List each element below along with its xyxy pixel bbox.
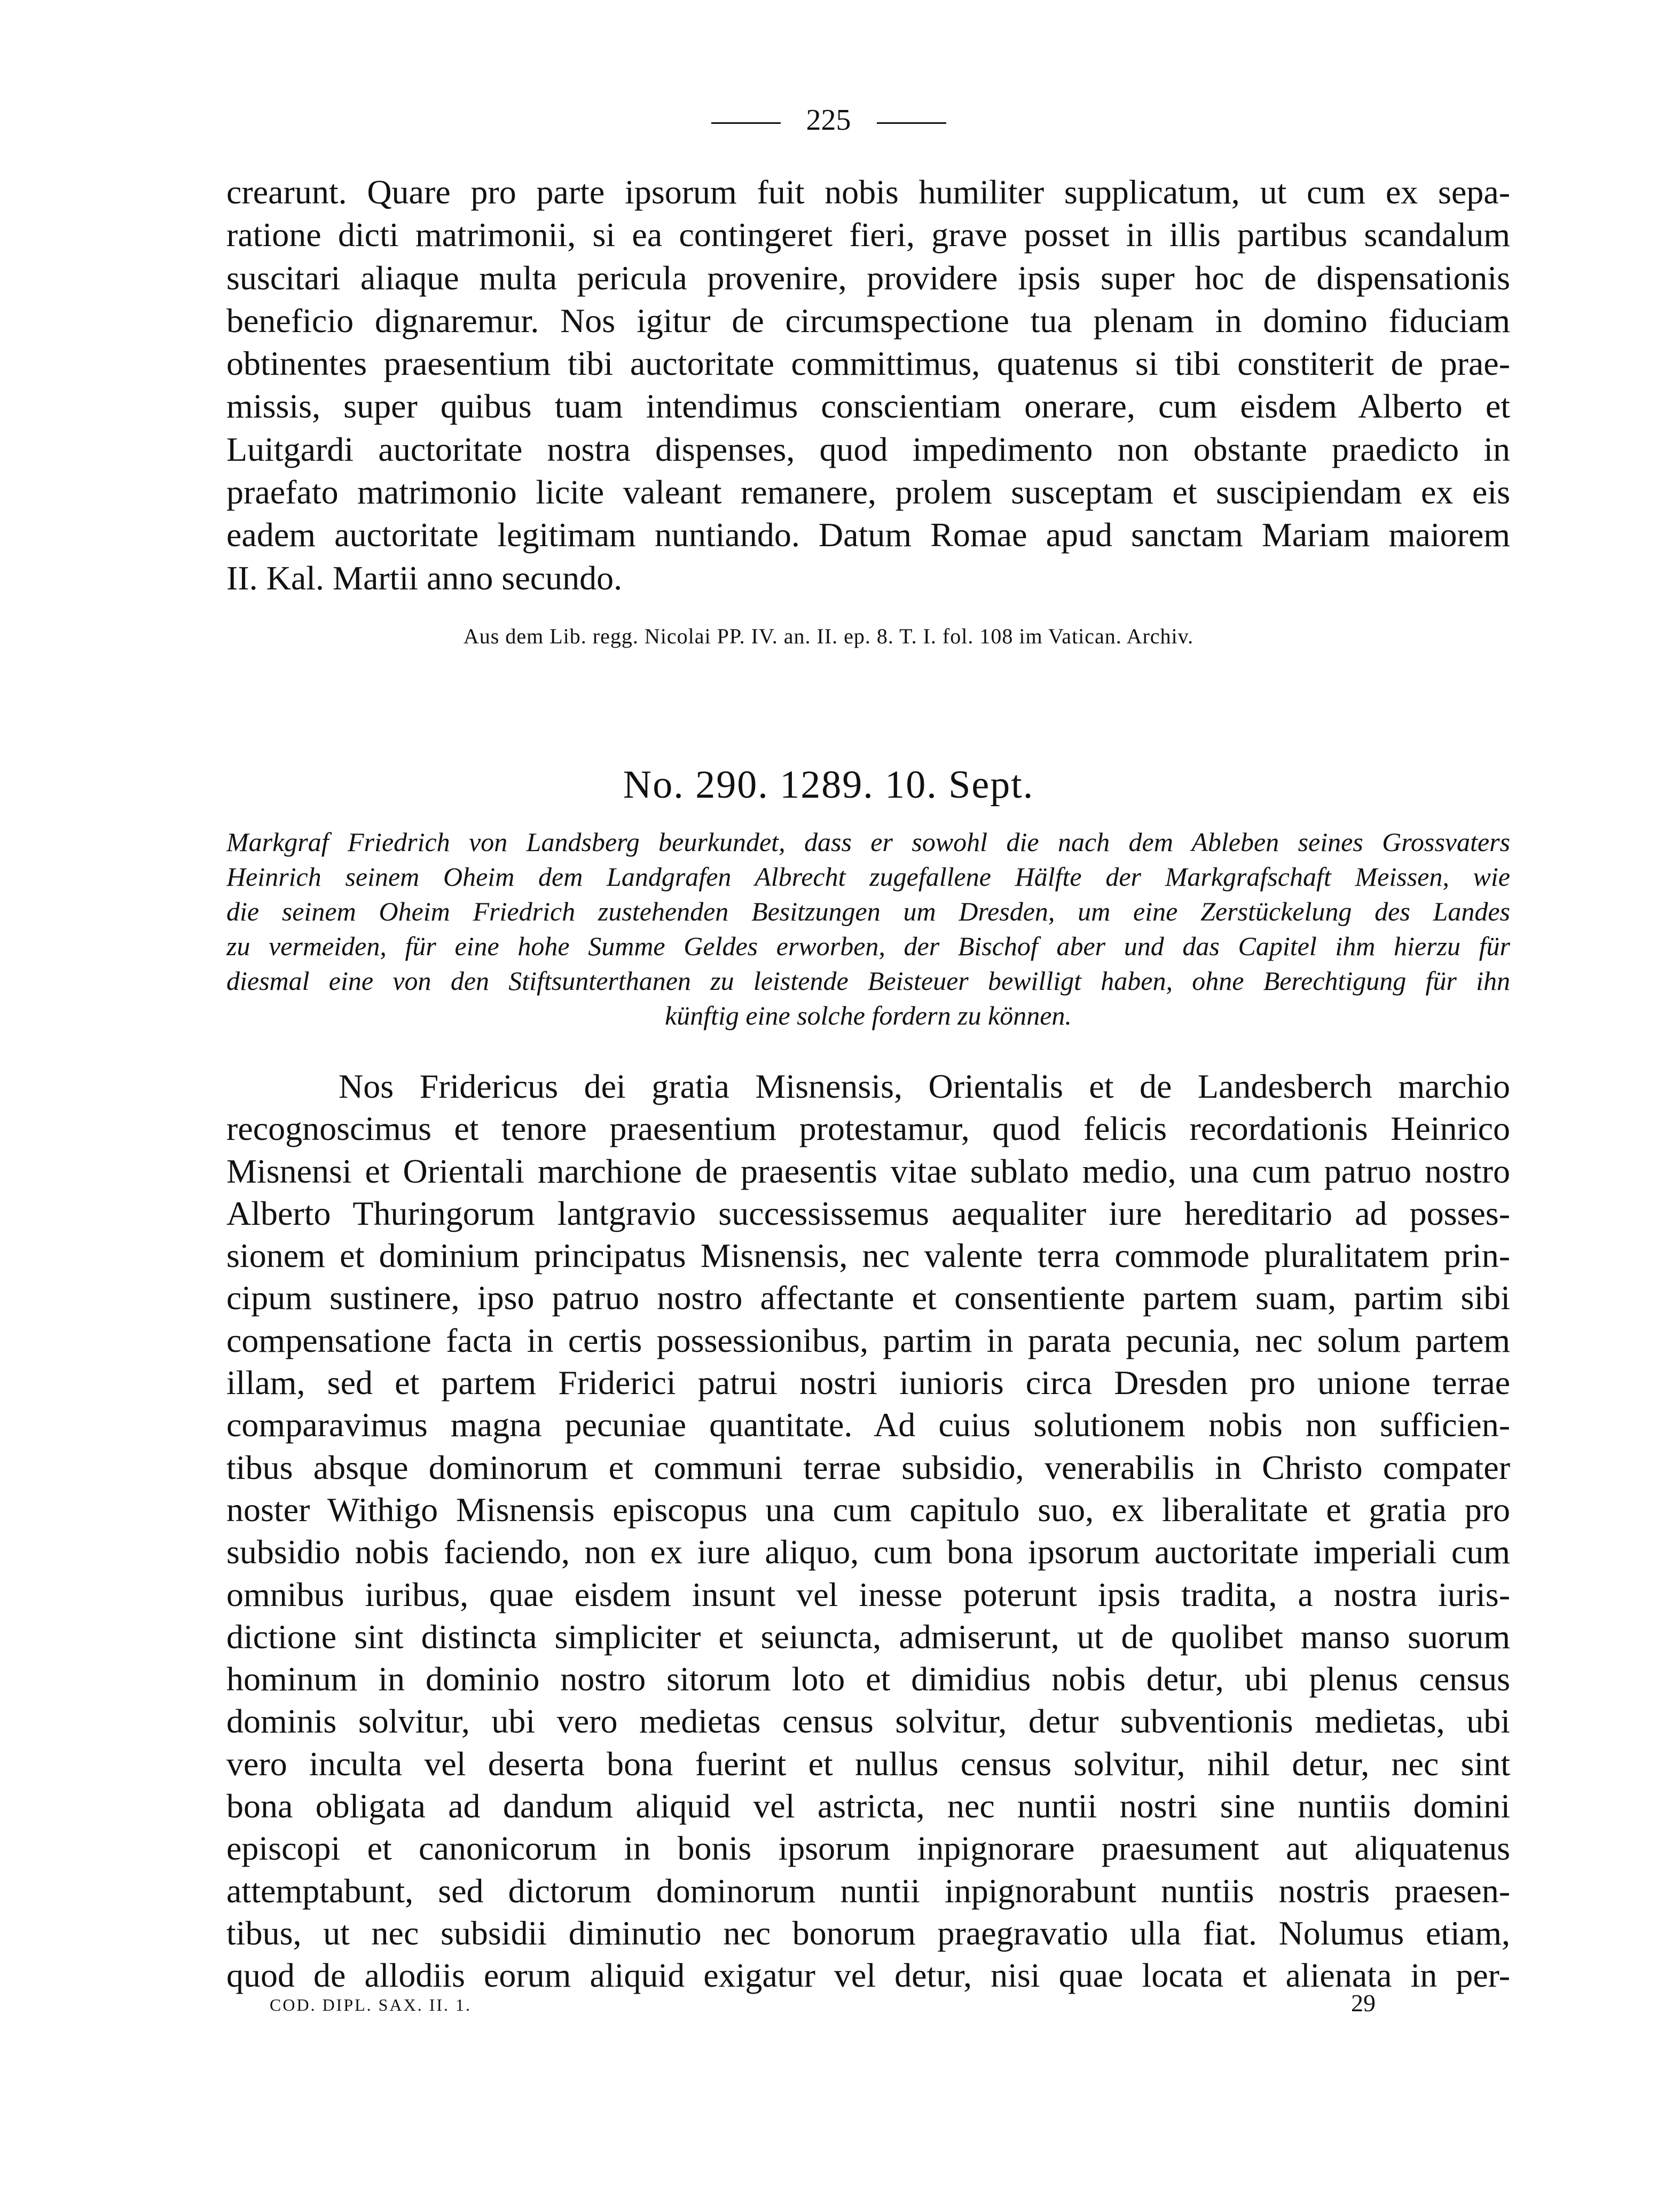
body-line: Nos Fridericus dei gratia Misnensis, Orientalis et de Landesberch marchio [339, 1067, 1510, 1105]
body-line: illam, sed et partem Friderici patrui nostri iunioris circa Dresden pro unione terrae [226, 1364, 1510, 1402]
body-line: dictione sint distincta simpliciter et seiuncta, admiserunt, ut de quolibet manso suorum [226, 1617, 1510, 1656]
body-line: vero inculta vel deserta bona fuerint et nullus census solvitur, nihil detur, nec sint [226, 1744, 1510, 1783]
page-number: 225 [806, 104, 851, 137]
source-note: Aus dem Lib. regg. Nicolai PP. IV. an. II. ep. 8. T. I. fol. 108 im Vatican. Archiv. [463, 624, 1194, 648]
header-rule-right [877, 122, 946, 124]
regest-line: zu vermeiden, für eine hohe Summe Geldes erworben, der Bischof aber und das Capitel ihm hierzu für [226, 931, 1510, 961]
document-body [226, 1065, 1510, 1997]
regest-line: diesmal eine von den Stiftsunterthanen zu leistende Beisteuer bewilligt haben, ohne Berechtigung für ihn [226, 966, 1510, 996]
body-line: Alberto Thuringorum lantgravio successissemus aequaliter iure hereditario ad posses- [226, 1194, 1510, 1232]
text-line: crearunt. Quare pro parte ipsorum fuit nobis humiliter supplicatum, ut cum ex sepa- [226, 173, 1510, 211]
body-line: tibus absque dominorum et communi terrae subsidio, venerabilis in Christo compater [226, 1448, 1510, 1486]
text-line: ratione dicti matrimonii, si ea contingeret fieri, grave posset in illis partibus scandalum [226, 216, 1510, 254]
body-line: dominis solvitur, ubi vero medietas census solvitur, detur subventionis medietas, ubi [226, 1702, 1510, 1741]
page-header [0, 99, 1657, 141]
text-line: eadem auctoritate legitimam nuntiando. Datum Romae apud sanctam Mariam maiorem [226, 516, 1510, 554]
text-line: obtinentes praesentium tibi auctoritate committimus, quatenus si tibi constiterit de prae- [226, 344, 1510, 383]
text-line: missis, super quibus tuam intendimus conscientiam onerare, cum eisdem Alberto et [226, 387, 1510, 426]
continuation-text [226, 171, 1510, 600]
regest-line: Heinrich seinem Oheim dem Landgrafen Albrecht zugefallene Hälfte der Markgrafschaft Meissen, wie [226, 862, 1510, 892]
body-line: sionem et dominium principatus Misnensis, nec valente terra commode pluralitatem prin- [226, 1237, 1510, 1275]
footer-signature: COD. DIPL. SAX. II. 1. [270, 1995, 472, 2014]
regest-line: künftig eine solche fordern zu können. [665, 1001, 1072, 1030]
body-line: hominum in dominio nostro sitorum loto et dimidius nobis detur, ubi plenus census [226, 1660, 1510, 1698]
regest-line: Markgraf Friedrich von Landsberg beurkundet, dass er sowohl die nach dem Ableben seines Grossvaters [226, 827, 1510, 857]
body-line: tibus, ut nec subsidii diminutio nec bonorum praegravatio ulla fiat. Nolumus etiam, [226, 1914, 1510, 1952]
body-line: recognoscimus et tenore praesentium protestamur, quod felicis recordationis Heinrico [226, 1109, 1510, 1148]
text-line: suscitari aliaque multa pericula provenire, providere ipsis super hoc de dispensationis [226, 258, 1510, 297]
regest-summary [226, 825, 1510, 1033]
body-line: attemptabunt, sed dictorum dominorum nuntii inpignorabunt nuntiis nostris praesen- [226, 1871, 1510, 1910]
body-line: episcopi et canonicorum in bonis ipsorum inpignorare praesument aut aliquatenus [226, 1829, 1510, 1868]
document-heading: No. 290. 1289. 10. Sept. [623, 763, 1034, 807]
regest-line: die seinem Oheim Friedrich zustehenden Besitzungen um Dresden, um eine Zerstückelung des Landes [226, 896, 1510, 926]
footer-sheet-number: 29 [1351, 1989, 1376, 2017]
text-line: beneficio dignaremur. Nos igitur de circumspectione tua plenam in domino fiduciam [226, 301, 1510, 340]
text-line: praefato matrimonio licite valeant remanere, prolem susceptam et suscipiendam ex eis [226, 473, 1510, 511]
text-line: II. Kal. Martii anno secundo. [226, 558, 623, 597]
body-line: noster Withigo Misnensis episcopus una cum capitulo suo, ex liberalitate et gratia pro [226, 1490, 1510, 1529]
body-line: omnibus iuribus, quae eisdem insunt vel inesse poterunt ipsis tradita, a nostra iuris- [226, 1575, 1510, 1613]
body-line: bona obligata ad dandum aliquid vel astricta, nec nuntii nostri sine nuntiis domini [226, 1787, 1510, 1825]
header-rule-left [711, 122, 781, 124]
body-line: subsidio nobis faciendo, non ex iure aliquo, cum bona ipsorum auctoritate imperiali cum [226, 1533, 1510, 1571]
body-line: Misnensi et Orientali marchione de praesentis vitae sublato medio, una cum patruo nostro [226, 1152, 1510, 1190]
body-line: quod de allodiis eorum aliquid exigatur vel detur, nisi quae locata et alienata in per- [226, 1956, 1510, 1995]
body-line: comparavimus magna pecuniae quantitate. Ad cuius solutionem nobis non sufficien- [226, 1406, 1510, 1444]
body-line: cipum sustinere, ipso patruo nostro affectante et consentiente partem suam, partim sibi [226, 1279, 1510, 1317]
body-line: compensatione facta in certis possessionibus, partim in parata pecunia, nec solum partem [226, 1321, 1510, 1359]
text-line: Luitgardi auctoritate nostra dispenses, quod impedimento non obstante praedicto in [226, 430, 1510, 468]
